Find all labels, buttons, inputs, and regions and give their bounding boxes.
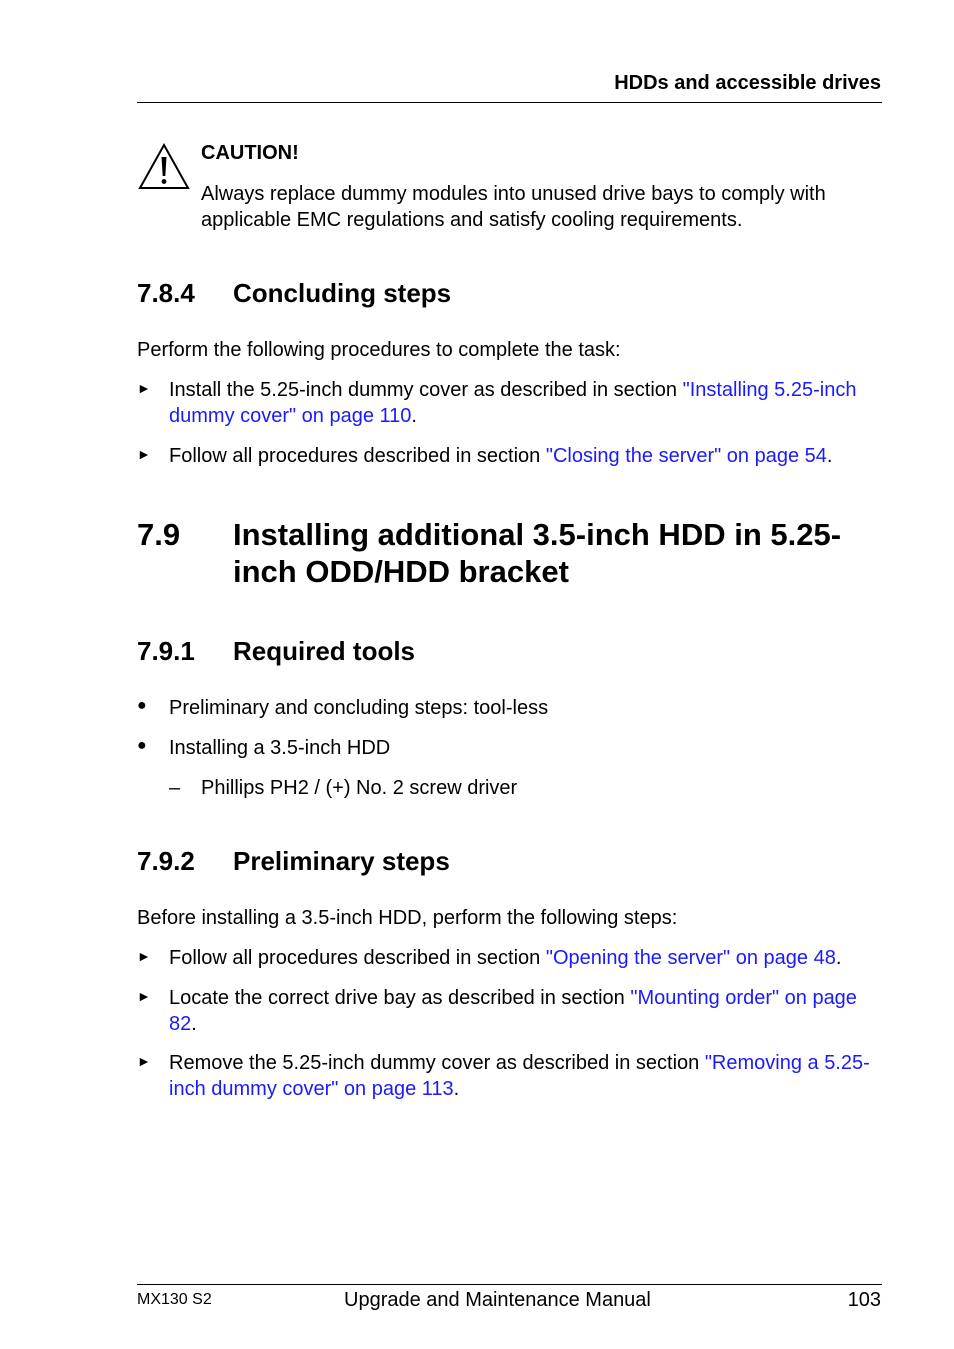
section-number: 7.9.2 bbox=[137, 846, 195, 876]
section-number: 7.8.4 bbox=[137, 278, 195, 308]
intro-text: Before installing a 3.5-inch HDD, perform the following steps: bbox=[137, 907, 678, 929]
caution-icon bbox=[137, 142, 191, 192]
caution-text: Always replace dummy modules into unused drive bays to comply with applicable EMC regulations and satisfy cooling requirements. bbox=[201, 183, 826, 231]
step-text: Remove the 5.25-inch dummy cover as described in section bbox=[169, 1052, 705, 1074]
arrow-bullet-icon: ► bbox=[137, 948, 151, 964]
sub-list-item: Phillips PH2 / (+) No. 2 screw driver bbox=[201, 777, 518, 799]
list-item: Remove the 5.25-inch dummy cover as described in section "Removing a 5.25-inch dummy cover" on page 113. bbox=[169, 1052, 870, 1100]
list-item: Follow all procedures described in section "Opening the server" on page 48. bbox=[169, 947, 842, 969]
section-number: 7.9 bbox=[137, 517, 181, 552]
arrow-bullet-icon: ► bbox=[137, 380, 151, 396]
section-title: Required tools bbox=[233, 636, 416, 666]
section-title: Installing additional 3.5-inch HDD in 5.25-inch ODD/HDD bracket bbox=[233, 517, 842, 589]
list-item: Install the 5.25-inch dummy cover as described in section "Installing 5.25-inch dummy cover" on page 110. bbox=[169, 379, 857, 427]
footer-model: MX130 S2 bbox=[137, 1291, 212, 1308]
bullet-dot-icon: ● bbox=[137, 737, 147, 754]
header-rule bbox=[137, 102, 882, 103]
section-heading-7-9 bbox=[137, 516, 897, 596]
cross-reference-link[interactable]: "Opening the server" on page 48 bbox=[545, 947, 836, 969]
step-text: Follow all procedures described in section bbox=[169, 445, 546, 467]
list-item: Locate the correct drive bay as described in section "Mounting order" on page 82. bbox=[169, 987, 857, 1035]
cross-reference-link[interactable]: "Installing 5.25-inch dummy cover" on page 110 bbox=[169, 379, 857, 427]
section-number: 7.9.1 bbox=[137, 636, 195, 666]
dash-bullet: – bbox=[169, 777, 181, 799]
arrow-bullet-icon: ► bbox=[137, 446, 151, 462]
step-text: Follow all procedures described in section bbox=[169, 947, 546, 969]
section-title: Preliminary steps bbox=[233, 846, 450, 876]
footer-rule bbox=[137, 1284, 882, 1285]
cross-reference-link[interactable]: "Mounting order" on page 82 bbox=[169, 987, 857, 1035]
step-text: Locate the correct drive bay as described in section bbox=[169, 987, 631, 1009]
list-item: Preliminary and concluding steps: tool-less bbox=[169, 697, 549, 719]
list-item: Installing a 3.5-inch HDD bbox=[169, 737, 391, 759]
running-header: HDDs and accessible drives bbox=[614, 72, 881, 94]
caution-title: CAUTION! bbox=[201, 142, 299, 164]
section-title: Concluding steps bbox=[233, 278, 452, 308]
step-text: Install the 5.25-inch dummy cover as described in section bbox=[169, 379, 683, 401]
intro-text: Perform the following procedures to complete the task: bbox=[137, 339, 621, 361]
page-number: 103 bbox=[847, 1289, 881, 1311]
footer-manual-title: Upgrade and Maintenance Manual bbox=[344, 1289, 651, 1311]
arrow-bullet-icon: ► bbox=[137, 988, 151, 1004]
arrow-bullet-icon: ► bbox=[137, 1053, 151, 1069]
list-item: Follow all procedures described in section "Closing the server" on page 54. bbox=[169, 445, 833, 467]
bullet-dot-icon: ● bbox=[137, 697, 147, 714]
cross-reference-link[interactable]: "Removing a 5.25-inch dummy cover" on page 113 bbox=[169, 1052, 870, 1100]
cross-reference-link[interactable]: "Closing the server" on page 54 bbox=[545, 445, 827, 467]
